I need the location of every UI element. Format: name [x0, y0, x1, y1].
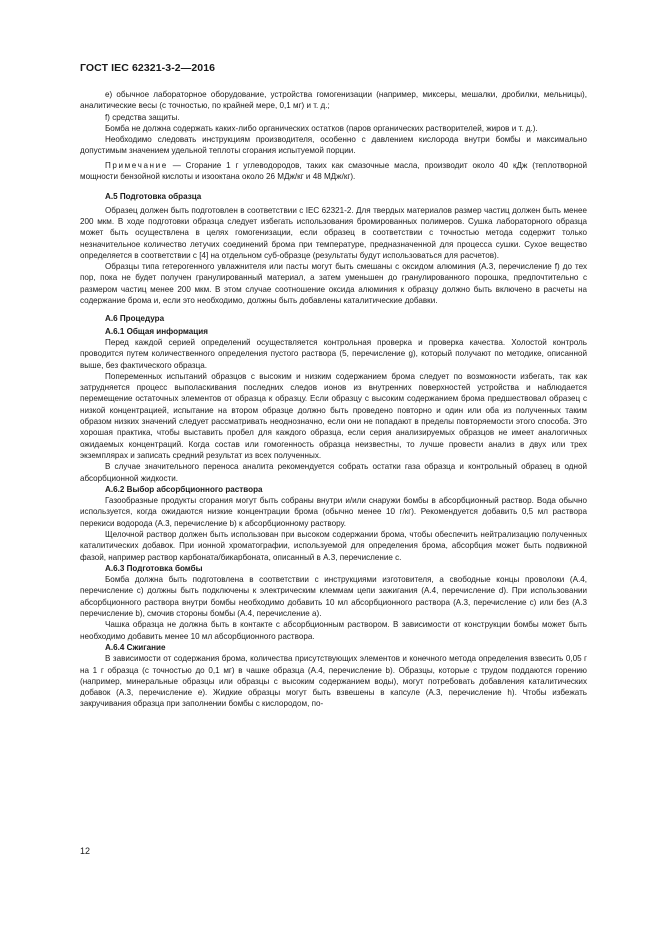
page-number: 12 — [80, 846, 91, 856]
note-text: — Сгорание 1 г углеводородов, таких как смазочные масла, производит около 40 кДж (теплотворной мощности бензойной кислоты и изооктана около 26 МДж/кг и 48 МДж/кг). — [80, 160, 587, 182]
section-heading-a5: А.5 Подготовка образца — [105, 192, 202, 202]
paragraph: Бомба должна быть подготовлена в соответствии с инструкциями изготовителя, а свободные концы проволоки (А.4, перечисление с) должны быть подключены к электрическим клеммам цепи зажигания (А.4, перечисление d). При использовании абсорбционного раствора внутри бомбы необходимо добавить 10 мл абсорбционного раствора (А.3, перечисление с) или без (А.3 перечисление b), смочив стороны бомбы (А.4, перечисление а). — [80, 575, 587, 619]
note-label: Примечание — [105, 160, 168, 170]
paragraph: Попеременных испытаний образцов с высоким и низким содержанием брома следует по возможности избегать, так как затрудняется процесс выполаскивания последних следов ионов из внутренних поверхностей устройства и наблюдается перемещение остаточных элементов от образца к образцу. Если образцу с высоким содержанием брома предшествовал образец с низкой концентрацией, испытание на втором образце должно быть проведено повторно и один или оба из полученных таким образом низких значений следует рассматривать неоднозначно, если они не попадают в пределы повторяемости этого способа. Это хорошая практика, чтобы выставить пробел для каждого образца, если серия анализируемых образцов не имеет аналогичных ожидаемых концентраций. Когда состав или гомогенность образца неизвестны, то лучше провести анализ в двух или трех экземплярах и записать средний результат из всех полученных. — [80, 371, 587, 460]
paragraph: Щелочной раствор должен быть использован при высоком содержании брома, чтобы обеспечить нейтрализацию полученных каталитических добавок. При ионной хроматографии, используемой для определения брома, абсорбция может быть подвижной фазой, например раствор карбоната/бикарбоната, описанный в А.3, перечисление с. — [80, 529, 587, 562]
subsection-heading-a6-2: А.6.2 Выбор абсорбционного раствора — [105, 484, 263, 494]
document-header: ГОСТ IEC 62321-3-2—2016 — [80, 62, 216, 74]
paragraph: Газообразные продукты сгорания могут быть собраны внутри и/или снаружи бомбы в абсорбционный раствор. Вода обычно используется, когда ожидаются низкие концентрации брома (обычно менее 10 г/кг). Рекомендуется добавить 0,5 мл раствора перекиси водорода (А.3, перечисление b) к абсорбционному раствору. — [80, 496, 587, 528]
paragraph: Бомба не должна содержать каких-либо органических остатков (паров органических растворителей, жиров и т. д.). — [105, 123, 538, 133]
paragraph: В зависимости от содержания брома, количества присутствующих элементов и конечного метода определения взвесить 0,05 г на 1 г образца (с точностью до 0,1 мг) в чашке образца (А.4, перечисление b). Образцы, которые с трудом поддаются горению (например, минеральные образцы или образцы с высоким содержанием воды), могут потребовать добавления каталитических добавок (А.3, перечисление е). Жидкие образцы могут быть взвешены в капсуле (А.3, перечисление h). Чтобы избежать закручивания образца при заполнении бомбы с кислородом, по- — [80, 654, 587, 709]
document-body — [80, 89, 587, 710]
list-item-f: f) средства защиты. — [105, 112, 180, 122]
paragraph: В случае значительного переноса аналита рекомендуется собрать остатки газа образца и контрольный образец в одной абсорбционной жидкости. — [80, 462, 587, 483]
paragraph: Чашка образца не должна быть в контакте с абсорбционным раствором. В зависимости от конструкции бомбы может быть необходимо добавить менее 10 мл абсорбционного раствора. — [80, 620, 587, 641]
paragraph: Перед каждой серией определений осуществляется контрольная проверка и проверка качества. Холостой контроль проводится путем количественного определения пустого раствора (5, перечисление g), который получают по методике, описанной выше, без фактического образца. — [80, 337, 587, 370]
paragraph: Образцы типа гетерогенного увлажнителя или пасты могут быть смешаны с оксидом алюминия (А.3, перечисление f) до тех пор, пока не будет получен гранулированный материал, а затем уменьшен до гранулированного порошка, предпочтительно с размером частиц менее 200 мкм. В этом случае соотношение оксида алюминия к образцу должно быть включено в расчеты на содержание брома и, если это необходимо, должны быть добавлены каталитические добавки. — [80, 262, 587, 306]
note — [80, 160, 587, 183]
section-heading-a6: А.6 Процедура — [105, 314, 165, 324]
paragraph: Образец должен быть подготовлен в соответствии с IEC 62321-2. Для твердых материалов размер частиц должен быть менее 200 мкм. В ходе подготовки образца следует избегать использования бромированных полимеров. Сушка лабораторного образца может быть осуществлена в целях гомогенизации, если образец в соответствии с точностью метода содержит только незначительное количество летучих соединений брома при температуре, предназначенной для процесса сушки. Сухое вещество определяется в соответствии с [4] на отдельном суб-образце (результаты будут использоваться для расчетов). — [80, 205, 587, 260]
subsection-heading-a6-4: А.6.4 Сжигание — [105, 642, 166, 652]
paragraph: Необходимо следовать инструкциям производителя, особенно с давлением кислорода внутри бомбы и максимально допустимым значением удельной теплоты сгорания испытуемой порции. — [80, 135, 587, 156]
list-item-e: e) обычное лабораторное оборудование, устройства гомогенизации (например, миксеры, мешалки, дробилки, мельницы), аналитические весы (с точностью, по крайней мере, 0,1 мг) и т. д.; — [80, 90, 587, 111]
subsection-heading-a6-1: А.6.1 Общая информация — [105, 326, 208, 336]
subsection-heading-a6-3: А.6.3 Подготовка бомбы — [105, 563, 203, 573]
